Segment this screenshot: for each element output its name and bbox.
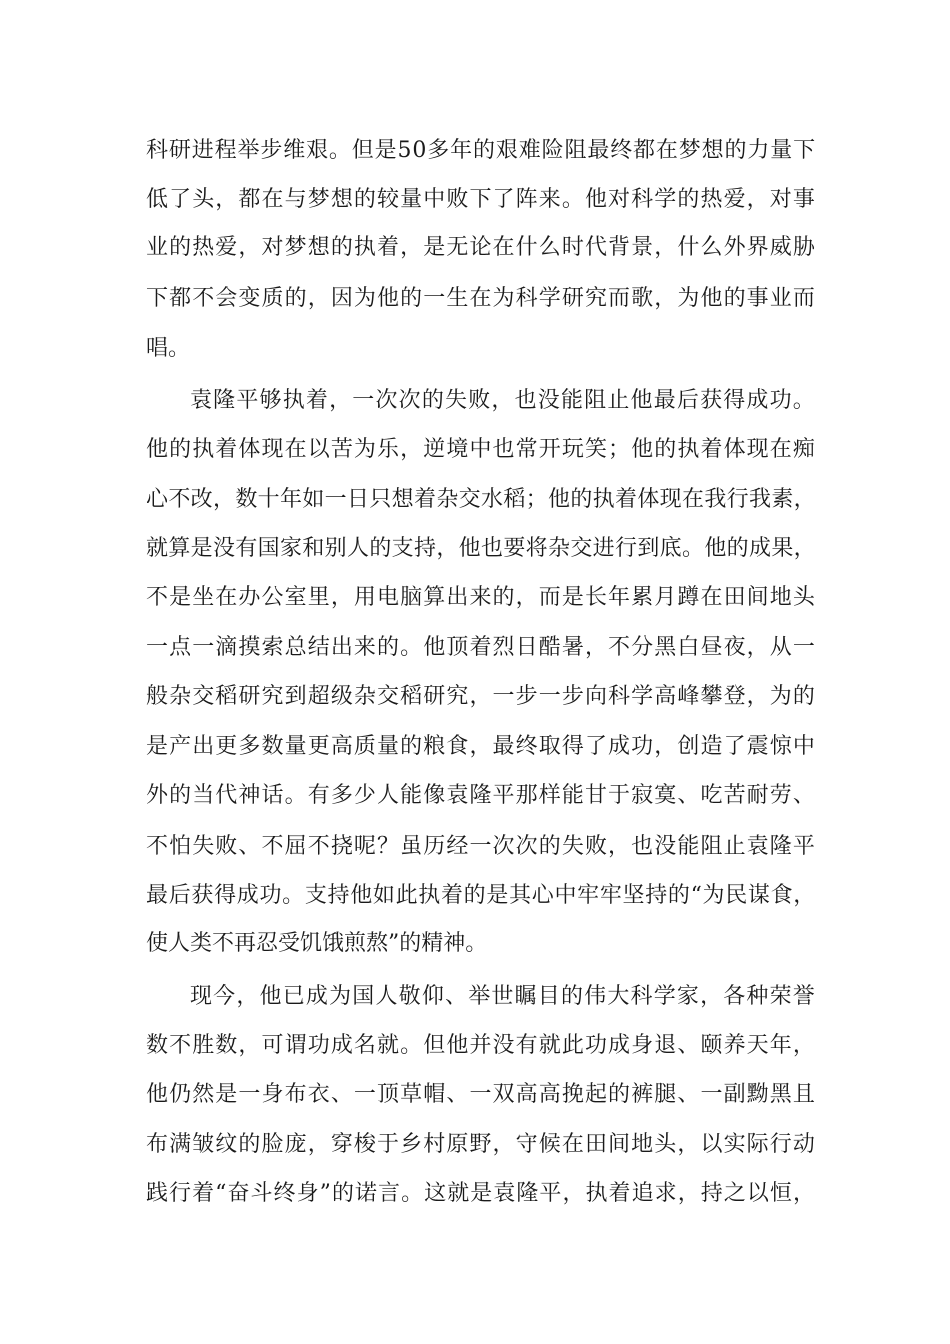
text-line: 他仍然是一身布衣、一顶草帽、一双高高挽起的裤腿、一副黝黑且 (146, 1082, 816, 1107)
text-line: 他的执着体现在以苦为乐，逆境中也常开玩笑；他的执着体现在痴 (146, 437, 816, 462)
text-line: 布满皱纹的脸庞，穿梭于乡村原野，守候在田间地头，以实际行动 (146, 1132, 816, 1157)
text-line: 一点一滴摸索总结出来的。他顶着烈日酷暑，不分黑白昼夜，从一 (146, 635, 816, 660)
text-line: 外的当代神话。有多少人能像袁隆平那样能甘于寂寞、吃苦耐劳、 (146, 783, 816, 808)
text-line: 唱。 (146, 336, 191, 361)
text-line: 般杂交稻研究到超级杂交稻研究，一步一步向科学高峰攀登，为的 (146, 684, 816, 709)
text-line: 使人类不再忍受饥饿煎熬”的精神。 (146, 931, 488, 956)
text-line: 低了头，都在与梦想的较量中败下了阵来。他对科学的热爱，对事 (146, 187, 816, 212)
text-line: 是产出更多数量更高质量的粮食，最终取得了成功，创造了震惊中 (146, 734, 816, 759)
text-line: 业的热爱，对梦想的执着，是无论在什么时代背景，什么外界威胁 (146, 235, 816, 260)
text-line: 下都不会变质的，因为他的一生在为科学研究而歌，为他的事业而 (146, 286, 816, 311)
text-line: 不是坐在办公室里，用电脑算出来的，而是长年累月蹲在田间地头 (146, 585, 816, 610)
text-line: 践行着“奋斗终身”的诺言。这就是袁隆平，执着追求，持之以恒， (146, 1181, 816, 1206)
text-line: 最后获得成功。支持他如此执着的是其心中牢牢坚持的“为民谋食， (146, 883, 816, 908)
text-line: 数不胜数，可谓功成名就。但他并没有就此功成身退、颐养天年， (146, 1033, 816, 1058)
text-line: 科研进程举步维艰。但是50多年的艰难险阻最终都在梦想的力量下 (146, 138, 816, 163)
text-line: 心不改，数十年如一日只想着杂交水稻；他的执着体现在我行我素， (146, 487, 816, 512)
paragraph-first-line: 袁隆平够执着，一次次的失败，也没能阻止他最后获得成功。 (190, 388, 816, 413)
text-line: 就算是没有国家和别人的支持，他也要将杂交进行到底。他的成果， (146, 536, 816, 561)
paragraph-first-line: 现今，他已成为国人敬仰、举世瞩目的伟大科学家，各种荣誉 (190, 984, 816, 1009)
text-line: 不怕失败、不屈不挠呢？虽历经一次次的失败，也没能阻止袁隆平 (146, 834, 816, 859)
